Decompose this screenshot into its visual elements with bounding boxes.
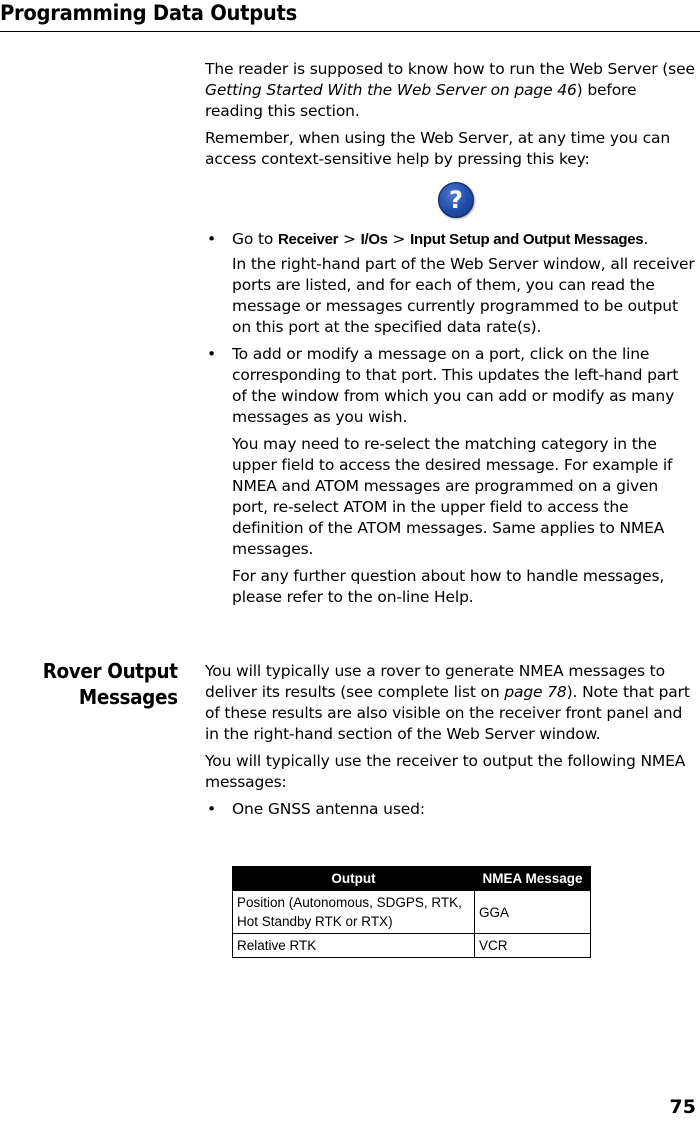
table-cell: GGA bbox=[475, 891, 591, 934]
table-row bbox=[233, 891, 591, 934]
bullet-icon: • bbox=[207, 800, 216, 818]
bullet-icon: • bbox=[207, 345, 216, 363]
table-header-row bbox=[233, 867, 591, 891]
section-heading-line-2: Messages bbox=[79, 685, 178, 709]
column-header-nmea: NMEA Message bbox=[475, 867, 591, 891]
step-2-paragraph-2: For any further question about how to handle messages, please refer to the on-line Help. bbox=[232, 567, 665, 606]
menu-separator: > bbox=[387, 230, 411, 248]
nmea-table bbox=[232, 866, 591, 958]
table-cell: VCR bbox=[475, 934, 591, 958]
list-item bbox=[205, 344, 697, 428]
table-cell: Position (Autonomous, SDGPS, RTK, Hot Standby RTK or RTX) bbox=[233, 891, 475, 934]
menu-input-setup: Input Setup and Output Messages bbox=[410, 231, 644, 248]
step-2-text: To add or modify a message on a port, click on the line corresponding to that port. This updates the left-hand part of the window from which you can add or modify as many messages as you wish. bbox=[232, 345, 679, 426]
cross-reference-link[interactable]: Getting Started With the Web Server on page 46 bbox=[205, 81, 577, 99]
rover-paragraph-1 bbox=[205, 661, 697, 745]
step-1-end: . bbox=[643, 230, 649, 248]
intro-p1-prefix: The reader is supposed to know how to run the Web Server (see bbox=[205, 60, 695, 78]
list-item bbox=[205, 229, 697, 250]
title-rule bbox=[0, 31, 700, 32]
menu-receiver: Receiver bbox=[278, 231, 339, 248]
intro-p1-suffix: ) before reading this section. bbox=[205, 81, 637, 120]
rover-section bbox=[205, 661, 697, 820]
rover-paragraph-2: You will typically use the receiver to output the following NMEA messages: bbox=[205, 752, 686, 791]
rover-p1-suffix: ). Note that part of these results are also visible on the receiver front panel and in the right-hand section of the Web Server window. bbox=[205, 683, 690, 743]
page-number: 75 bbox=[669, 1096, 696, 1118]
page-title: Programming Data Outputs bbox=[0, 1, 297, 25]
rover-bullet-text: One GNSS antenna used: bbox=[232, 800, 425, 818]
bullet-icon: • bbox=[207, 230, 216, 248]
menu-separator: > bbox=[338, 230, 361, 248]
menu-ios: I/Os bbox=[360, 231, 388, 248]
intro-paragraph-2: Remember, when using the Web Server, at any time you can access context-sensitive help by pressing this key: bbox=[205, 129, 671, 168]
step-1-prefix: Go to bbox=[232, 230, 279, 248]
table-cell: Relative RTK bbox=[233, 934, 475, 958]
intro-section bbox=[205, 59, 697, 170]
section-heading bbox=[43, 658, 178, 710]
rover-p1-prefix: You will typically use a rover to generate NMEA messages to deliver its results (see complete list on bbox=[205, 662, 665, 701]
help-icon: ? bbox=[438, 182, 474, 218]
step-1-paragraph: In the right-hand part of the Web Server window, all receiver ports are listed, and for each of them, you can read the message or messages currently programmed to be output on this port at the specified data rate(s). bbox=[232, 255, 695, 336]
step-2-paragraph-1: You may need to re-select the matching category in the upper field to access the desired message. For example if NMEA and ATOM messages are programmed on a given port, re-select ATOM in the upper field to access the definition of the ATOM messages. Same applies to NMEA messages. bbox=[232, 435, 673, 558]
section-heading-line-1: Rover Output bbox=[43, 659, 178, 683]
page-reference-link[interactable]: page 78 bbox=[504, 683, 567, 701]
intro-paragraph-1 bbox=[205, 59, 697, 122]
table-row bbox=[233, 934, 591, 958]
list-item bbox=[205, 799, 697, 820]
column-header-output: Output bbox=[233, 867, 475, 891]
steps-section bbox=[205, 229, 697, 608]
